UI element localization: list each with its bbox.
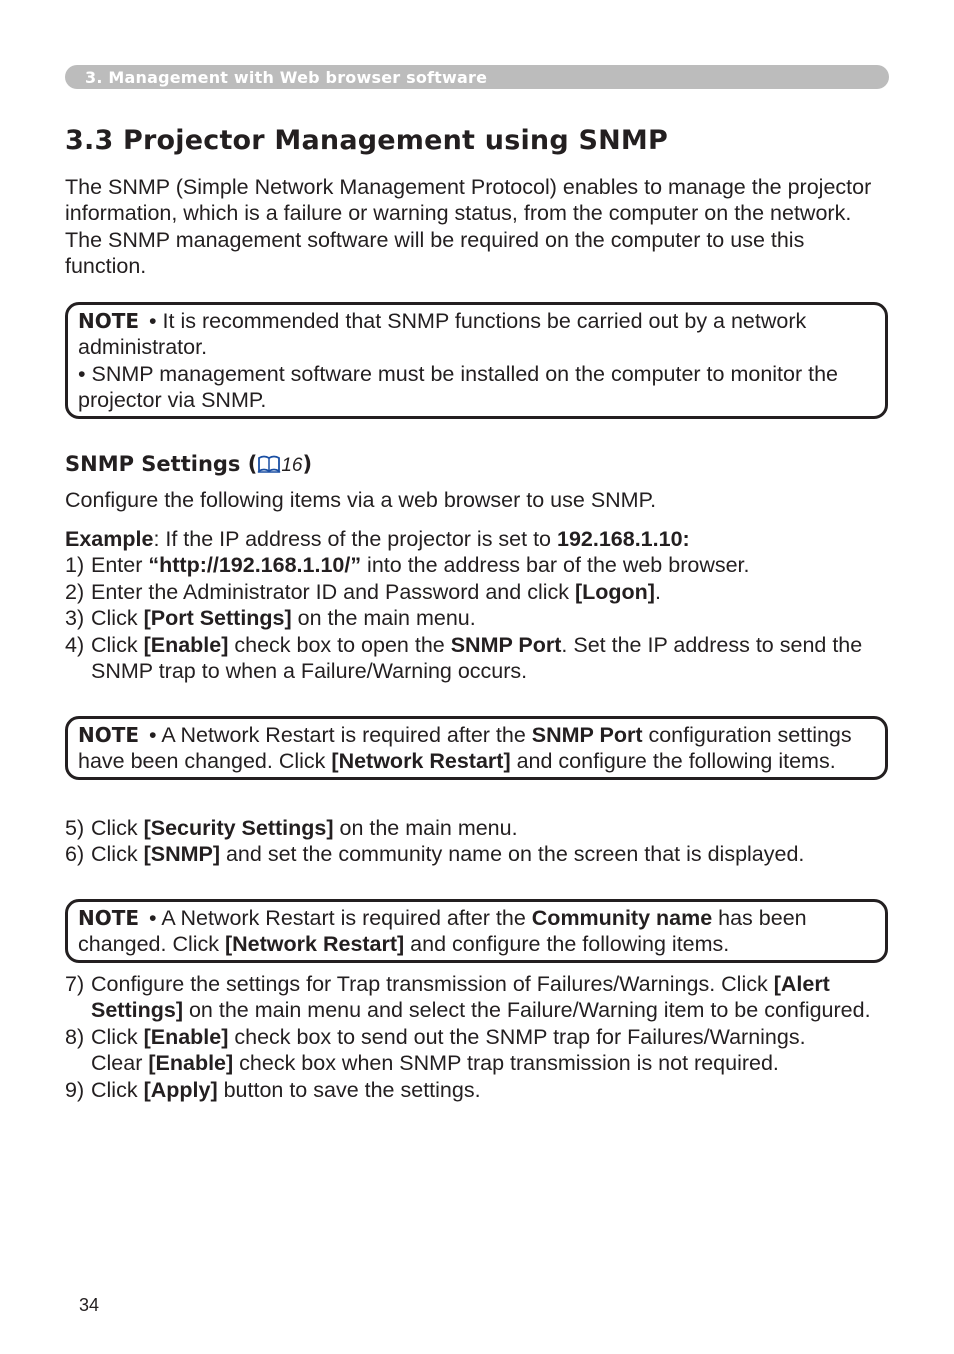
page-reference-link[interactable]: 16 bbox=[281, 455, 303, 476]
note-box-3: NOTE • A Network Restart is required after the Community name has been changed. Click [Network Restart] and configure the following items. bbox=[65, 899, 888, 963]
step-9: 9) Click [Apply] button to save the settings. bbox=[65, 1077, 481, 1102]
step-2: 2) Enter the Administrator ID and Password and click [Logon]. bbox=[65, 579, 661, 604]
chapter-title: 3. Management with Web browser software bbox=[85, 68, 488, 87]
steps-list-2 bbox=[65, 815, 895, 868]
manual-book-icon bbox=[257, 455, 281, 473]
note-box-1 bbox=[65, 302, 888, 419]
step-1: 1) Enter “http://192.168.1.10/” into the address bar of the web browser. bbox=[65, 553, 750, 578]
chapter-header-bar bbox=[65, 65, 889, 89]
note-label: NOTE bbox=[78, 309, 140, 333]
step-8: 8) Click [Enable] check box to send out the SNMP trap for Failures/Warnings. Clear [Enable] check box when SNMP trap transmission is not required. bbox=[65, 1024, 806, 1076]
step-6: 6) Click [SNMP] and set the community name on the screen that is displayed. bbox=[65, 842, 805, 867]
steps-list-3 bbox=[65, 971, 895, 1103]
snmp-settings-heading: SNMP Settings ( 16) bbox=[65, 452, 313, 476]
section-title: 3.3 Projector Management using SNMP bbox=[65, 125, 668, 156]
note1-line1: NOTE • It is recommended that SNMP functions be carried out by a network administrator. bbox=[78, 309, 807, 360]
step-4: 4) Click [Enable] check box to open the SNMP Port. Set the IP address to send the SNMP trap to when a Failure/Warning occurs. bbox=[65, 632, 863, 684]
note-label: NOTE bbox=[78, 906, 140, 930]
step-7: 7) Configure the settings for Trap transmission of Failures/Warnings. Click [Alert Settings] on the main menu and select the Failure/Warning item to be configured. bbox=[65, 972, 871, 1023]
intro-paragraph: The SNMP (Simple Network Management Protocol) enables to manage the projector information, which is a failure or warning status, from the computer on the network. The SNMP management software will be required on the computer to use this function. bbox=[65, 175, 872, 279]
note1-line2: • SNMP management software must be installed on the computer to monitor the projector via SNMP. bbox=[78, 361, 839, 413]
page-number: 34 bbox=[79, 1295, 100, 1315]
example-line: Example: If the IP address of the projector is set to 192.168.1.10: bbox=[65, 527, 690, 551]
step-5: 5) Click [Security Settings] on the main menu. bbox=[65, 816, 518, 840]
steps-list-1 bbox=[65, 526, 895, 684]
note-label: NOTE bbox=[78, 723, 140, 747]
configure-text: Configure the following items via a web browser to use SNMP. bbox=[65, 488, 657, 512]
note-box-2: NOTE • A Network Restart is required after the SNMP Port configuration settings have been changed. Click [Network Restart] and configure the following items. bbox=[65, 716, 888, 780]
step-3: 3) Click [Port Settings] on the main menu. bbox=[65, 606, 476, 631]
